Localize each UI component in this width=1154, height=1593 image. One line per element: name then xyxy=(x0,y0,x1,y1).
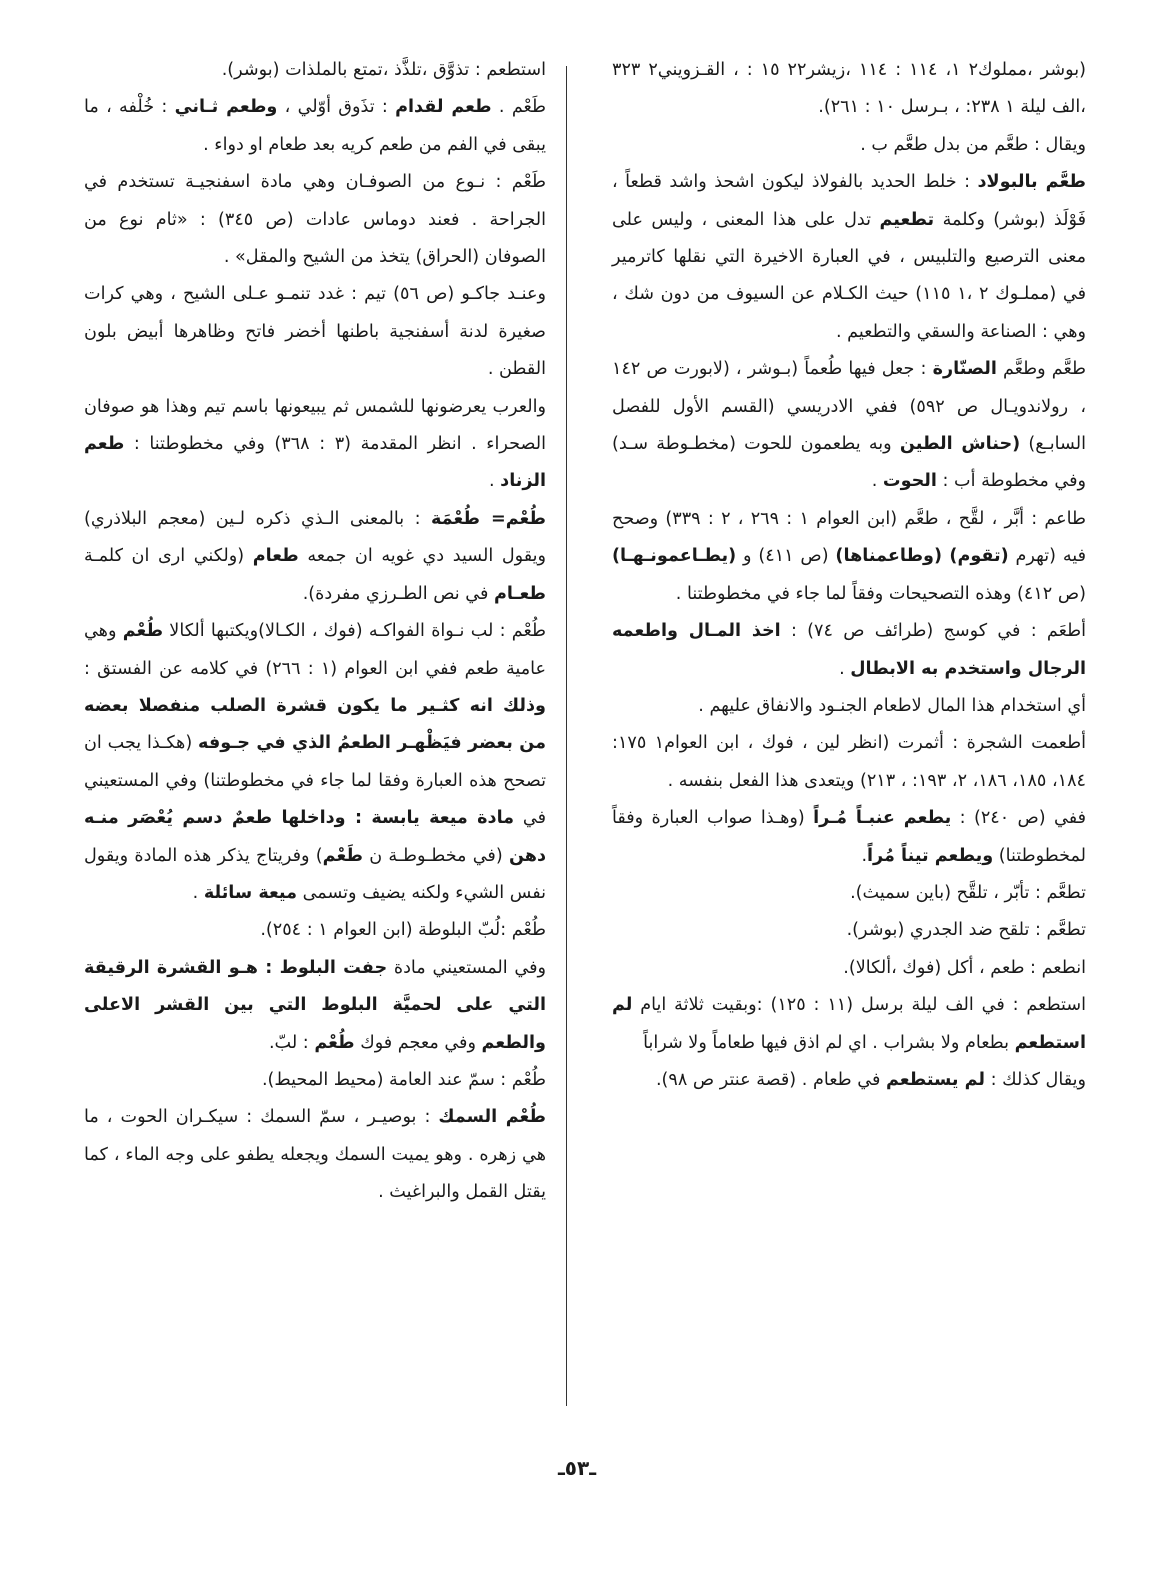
bold-term: طعـام xyxy=(493,583,546,604)
entry-paragraph xyxy=(84,1062,546,1099)
entry-paragraph xyxy=(84,501,546,613)
entry-text: طَعْم . xyxy=(491,97,547,118)
entry-text: طعَّم وطعَّم xyxy=(996,359,1086,380)
entry-text: : تذَوق أوّلي ، xyxy=(277,97,396,118)
entry-paragraph xyxy=(84,89,546,164)
bold-term: طُعْم= طُعْمَة xyxy=(431,508,546,529)
entry-text: : جعل فيها طُعماً (بـوشر ، (لابورت ص ١٤٢ ، رولاندويـال ص ٥٩٢) ففي الادريسي (القسم الأول للفصل السابـع) xyxy=(612,359,1086,455)
entry-text: ) وفريتاج يذكر هذه المادة ويقول نفس الشيء ولكنه يضيف وتسمى xyxy=(84,845,546,903)
entry-text: (ص ٤١١) و xyxy=(736,546,836,567)
entry-text: : بالمعنى الـذي ذكره لـين (معجم البلاذري) ويقول السيد دي غويه ان جمعه xyxy=(84,508,546,567)
bold-term: طعم لقدام xyxy=(395,97,492,118)
entry-text: انطعم : طعم ، أكل (فوك ،ألكالا). xyxy=(843,957,1086,978)
entry-text: طَعْم : نـوع من الصوفـان وهي مادة اسفنجيـة تستخدم في الجراحة . فعند دوماس عادات (ص ٣٤٥) : «ثام نوع من الصوفان (الحراق) يتخذ من الشيح والمقل» . xyxy=(84,172,546,268)
entry-paragraph xyxy=(84,52,546,89)
bold-term: يطعم عنبـاً مُـراً xyxy=(813,808,952,829)
bold-term: وطعم ثـاني xyxy=(174,97,278,118)
column-divider xyxy=(566,66,567,1406)
entry-text: طُعْم :لُبّ البلوطة (ابن العوام ١ : ٢٥٤). xyxy=(260,920,546,941)
entry-paragraph xyxy=(84,276,546,388)
entry-text: أطعمت الشجرة : أثمرت (انظر لين ، فوك ، ابن العوام١ ١٧٥: ١٨٤، ١٨٥، ١٨٦، ٢، ١٩٣: ، ٢١٣) ويتعدى هذا الفعل بنفسه . xyxy=(612,733,1087,791)
entry-text: أي استخدام هذا المال لاطعام الجنـود والانفاق عليهم . xyxy=(698,695,1086,716)
entry-text: (وهـذا صواب العبارة وفقاً لمخطوطتنا) xyxy=(612,808,1086,866)
entry-text: (هكـذا يجب ان تصحح هذه العبارة وفقا لما جاء في مخطوطتنا) وفي المستعيني في xyxy=(84,733,546,829)
entry-paragraph xyxy=(612,800,1086,875)
entry-text: وفي معجم فوك xyxy=(354,1032,482,1053)
entry-paragraph xyxy=(84,164,546,276)
entry-paragraph xyxy=(612,1062,1086,1099)
entry-paragraph xyxy=(84,613,546,912)
entry-text: . xyxy=(488,471,501,492)
entry-paragraph xyxy=(612,875,1086,912)
bold-term: طعام xyxy=(252,546,299,567)
bold-term: (حناش الطين xyxy=(899,434,1021,455)
right-column xyxy=(612,52,1086,1099)
bold-term: لم يستطعم xyxy=(885,1069,986,1090)
entry-text: تطعَّم : تلقح ضد الجدري (بوشر). xyxy=(846,920,1086,941)
page-number: ـ٥٣ـ xyxy=(557,1456,597,1480)
entry-text: : خلط الحديد بالفولاذ ليكون اشحذ واشد قطعاً ، فَوْلَذ (بوشر) وكلمة xyxy=(612,172,1086,230)
entry-text: . xyxy=(839,658,851,679)
bold-term: (تقوم) (وطاعمناها) xyxy=(835,546,1009,567)
bold-term: طُعْم السمك xyxy=(438,1107,546,1128)
entry-text: : لبّ. xyxy=(268,1032,315,1053)
entry-text: وفي المستعيني مادة xyxy=(387,957,546,978)
entry-text: : خُلْفه ، ما يبقى في الفم من طعم كريه بعد طعام او دواء . xyxy=(84,97,546,155)
bold-term: لم استطعم xyxy=(612,995,1086,1053)
entry-text: وهي عامية طعم ففي ابن العوام (١ : ٢٦٦) في كلامه عن الفستق : xyxy=(84,621,546,679)
bold-term: طُعْم xyxy=(314,1032,355,1053)
entry-text: طُعْم : سمّ عند العامة (محيط المحيط). xyxy=(261,1069,546,1090)
entry-paragraph xyxy=(612,351,1086,501)
left-column xyxy=(84,52,546,1212)
entry-text: . xyxy=(871,471,883,492)
entry-text: استطعم : في الف ليلة برسل (١١ : ١٢٥) :وبقيت ثلاثة ايام xyxy=(632,995,1086,1016)
bold-term: طعم الزناد xyxy=(84,434,546,492)
entry-paragraph xyxy=(84,389,546,501)
entry-text: أطعَم : في كوسج (طرائف ص ٧٤) : xyxy=(780,621,1086,642)
entry-text: (في مخطـوطـة ن xyxy=(362,845,509,866)
entry-text: بطعام ولا بشراب . اي لم اذق فيها طعاماً ولا شراباً xyxy=(643,1032,1015,1053)
entry-text: : بوصيـر ، سمّ السمك : سيكـران الحوت ، ما هي زهره . وهو يميت السمك ويجعله يطفو على وجه الماء ، كما يقتل القمل والبراغيث . xyxy=(84,1107,546,1203)
entry-paragraph xyxy=(612,501,1086,613)
bold-term: ميعة سائلة xyxy=(203,882,298,903)
bold-term: طعَّم بالبولاد xyxy=(977,172,1086,193)
entry-paragraph xyxy=(612,950,1086,987)
bold-term: (يطـاعمونـهـا) xyxy=(612,546,737,567)
entry-text: في طعام . (قصة عنتر ص ٩٨). xyxy=(655,1069,886,1090)
bold-term: مادة ميعة يابسة : وداخلها طعمٌ دسم يُعْصَر منـه دهن xyxy=(84,808,547,866)
entry-paragraph xyxy=(612,912,1086,949)
entry-paragraph xyxy=(612,127,1086,164)
bold-term: اخذ المـال واطعمه الرجال واستخدم به الابطال xyxy=(612,621,1086,679)
entry-paragraph xyxy=(612,52,1086,127)
entry-text: استطعم : تذوَّق ،تلذَّذ ،تمتع بالملذات (بوشر). xyxy=(221,60,546,80)
bold-term: طَعْم xyxy=(322,845,363,866)
entry-paragraph xyxy=(612,688,1086,725)
entry-text: (بوشر ،مملوك٢ ١، ١١٤ : ١١٤ ،زيشر٢٢ ١٥ : ، القـزويني٢ ٣٢٣ ،الف ليلة ١ ٢٣٨: ، بـرسل ١٠ : ٢٦١). xyxy=(612,60,1086,118)
entry-text: طاعم : أبَّر ، لقَّح ، طعَّم (ابن العوام ١ : ٢٦٩ ، ٢ : ٣٣٩) وصحح فيه (تهرم xyxy=(612,508,1087,567)
entry-text: تطعَّم : تأبّر ، تلقَّح (باين سميث). xyxy=(850,882,1086,903)
entry-text: طُعْم : لب نـواة الفواكـه (فوك ، الكـالا)ويكتبها ألكالا xyxy=(163,621,547,642)
entry-paragraph xyxy=(612,164,1086,351)
entry-paragraph xyxy=(84,1099,546,1211)
bold-term: الحوت xyxy=(882,471,937,492)
entry-text: والعرب يعرضونها للشمس ثم يبيعونها باسم تيم وهذا هو صوفان الصحراء . انظر المقدمة (٣ : ٣٦٨) وفي مخطوطتنا : xyxy=(84,396,546,455)
entry-text: . xyxy=(861,845,868,866)
entry-text: وبه يطعمون للحوت (مخطـوطة سـد) وفي مخطوطة أب : xyxy=(612,434,1086,492)
entry-text: ويقال : طعَّم من بدل طعَّم ب . xyxy=(860,134,1086,155)
entry-paragraph xyxy=(84,950,546,1062)
entry-text: في نص الطـرزي مفردة). xyxy=(302,583,494,604)
entry-paragraph xyxy=(612,987,1086,1062)
entry-text: ويقال كذلك : xyxy=(985,1069,1086,1090)
bold-term: الصنّارة xyxy=(932,359,997,380)
entry-text: تدل على هذا المعنى ، وليس على معنى الترصيع والتلبيس ، في العبارة الاخيرة التي نقلها كاترمير في (مملـوك ٢ ،١ ١١٥) حيث الكـلام عن السيوف من دون شك ، وهي : الصناعة والسقي والتطعيم . xyxy=(612,209,1086,342)
entry-paragraph xyxy=(612,613,1086,688)
entry-text: (ص ٤١٢) وهذه التصحيحات وفقاً لما جاء في مخطوطتنا . xyxy=(675,583,1086,604)
entry-text: . xyxy=(192,882,204,903)
entry-text: (ولكني اری ان كلمـة xyxy=(84,546,253,567)
bold-term: جفت البلوط : هـو القشرة الرقيقة التي على لحميَّة البلوط التي بين القشر الاعلى والطعم xyxy=(84,957,546,1053)
bold-term: تطعيم xyxy=(879,209,935,230)
bold-term: وذلك انه كثـير ما يكون قشرة الصلب منفصلا بعضه من بعضر فيَظْهـر الطعمُ الذي في جـوفه xyxy=(84,695,546,754)
entry-paragraph xyxy=(84,912,546,949)
entry-text: ففي (ص ٢٤٠) : xyxy=(951,808,1087,829)
bold-term: ويطعم تيناً مُراً xyxy=(867,845,994,866)
entry-paragraph xyxy=(612,725,1086,800)
entry-text: وعنـد جاكـو (ص ٥٦) تيم : غدد تنمـو عـلى الشيح ، وهي كرات صغيرة لدنة أسفنجية باطنها أخضر فاتح وظاهرها أبيض بلون القطن . xyxy=(84,284,546,380)
bold-term: طُعْم xyxy=(122,621,164,642)
